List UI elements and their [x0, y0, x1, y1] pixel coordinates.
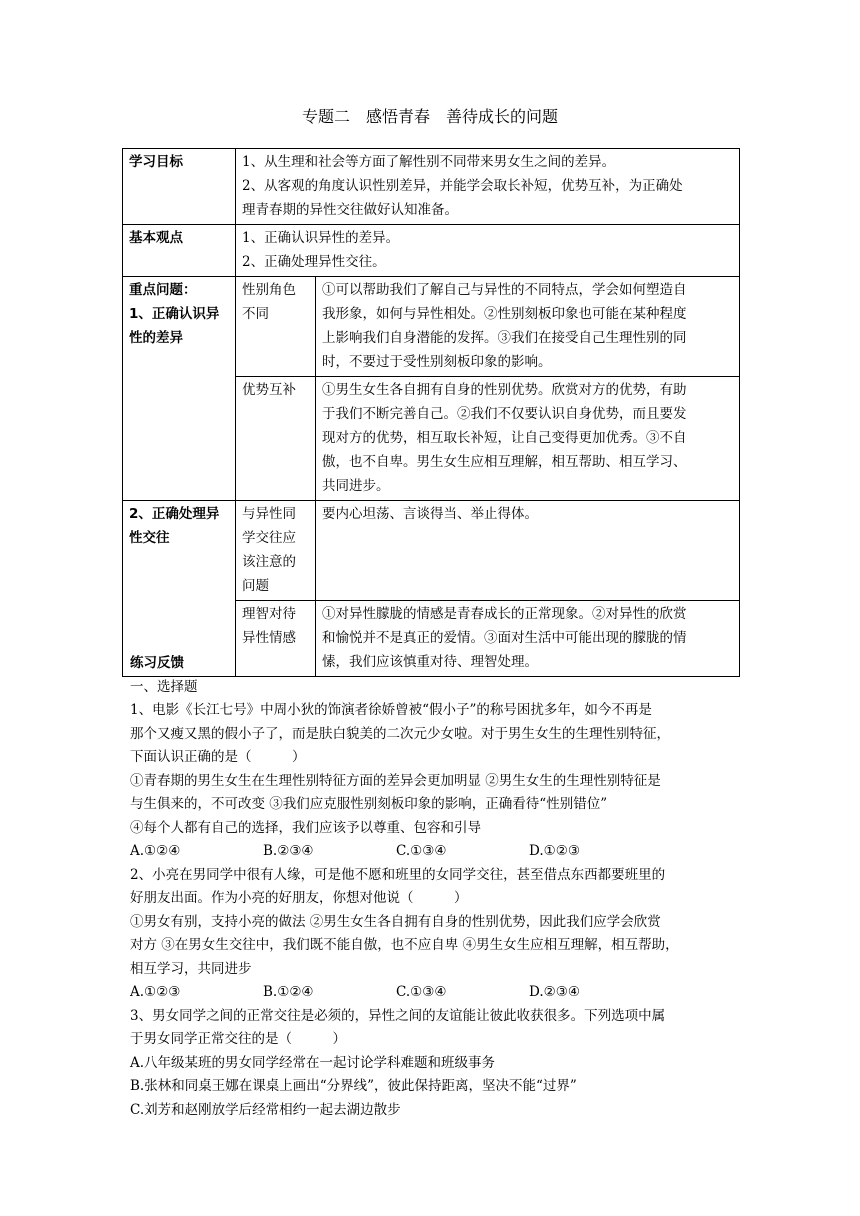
- option-c: C.①③④: [396, 984, 447, 1000]
- gender-role-text: [316, 277, 740, 377]
- complement-line: 于我们不断完善自己。②我们不仅要认识自身优势，而且要发: [322, 406, 687, 422]
- question-1-line: ①青春期的男生女生在生理性别特征方面的差异会更加明显 ②男生女生的生理性别特征是: [130, 772, 661, 789]
- gender-role-line: 时，不要过于受性别刻板印象的影响。: [322, 354, 552, 370]
- question-2-line: 相互学习，共同进步: [130, 960, 252, 977]
- goals-label: 学习目标: [123, 149, 236, 225]
- question-2-line: ①男女有别，支持小亮的做法 ②男生女生各自拥有自身的性别优势，因此我们应学会欣赏: [130, 913, 661, 930]
- question-3-option: C.刘芳和赵刚放学后经常相约一起去湖边散步: [130, 1101, 401, 1118]
- gender-role-line: ①可以帮助我们了解自己与异性的不同特点，学会如何塑造自: [322, 282, 687, 298]
- key-issue-label: [123, 277, 236, 501]
- handle-interaction-label: [123, 501, 236, 677]
- goals-line: 1、从生理和社会等方面了解性别不同带来男女生之间的差异。: [242, 154, 616, 170]
- attention-label-line: 学交往应: [242, 530, 296, 546]
- question-2-line: 对方 ③在男女生交往中，我们既不能自傲，也不应自卑 ④男生女生应相互理解，相互帮助，: [130, 937, 679, 953]
- key-issue-label-line: 1、正确认识异: [129, 306, 220, 322]
- gender-role-label: [236, 277, 316, 377]
- question-2-line: 好朋友出面。作为小亮的好朋友，你想对他说（ ）: [130, 890, 468, 906]
- gender-role-label-line: 不同: [242, 306, 269, 322]
- rational-line: ①对异性朦胧的情感是青春成长的正常现象。②对异性的欣赏: [322, 606, 687, 622]
- views-label: 基本观点: [123, 225, 236, 277]
- goals-line: 2、从客观的角度认识性别差异，并能学会取长补短，优势互补，为正确处: [242, 178, 683, 194]
- attention-label-line: 问题: [242, 578, 269, 594]
- rational-line: 和愉悦并不是真正的爱情。③面对生活中可能出现的朦胧的情: [322, 630, 687, 646]
- question-1-options: [130, 840, 742, 864]
- rational-line: 愫，我们应该慎重对待、理智处理。: [322, 654, 538, 670]
- goals-row: [123, 149, 740, 225]
- summary-table: [122, 148, 740, 677]
- attention-text: 要内心坦荡、言谈得当、举止得体。: [316, 501, 740, 601]
- attention-label-line: 该注意的: [242, 554, 296, 570]
- complement-text: [316, 377, 740, 501]
- question-2-line: 2、小亮在男同学中很有人缘，可是他不愿和班里的女同学交往，甚至借点东西都要班里的: [130, 866, 666, 883]
- option-c: C.①③④: [396, 843, 447, 859]
- complement-line: 傲，也不自卑。男生女生应相互理解，相互帮助、相互学习、: [322, 454, 687, 470]
- question-3-line: 3、男女同学之间的正常交往是必须的，异性之间的友谊能让彼此收获很多。下列选项中属: [130, 1007, 666, 1024]
- goals-cell: [236, 149, 740, 225]
- option-b: B.①②④: [263, 984, 314, 1000]
- option-b: B.②③④: [263, 843, 314, 859]
- key-issue-label-line: 重点问题：: [129, 282, 197, 298]
- handle-label-line: 2、正确处理异: [129, 506, 220, 522]
- gender-role-line: 上影响我们自身潜能的发挥。③我们在接受自己生理性别的同: [322, 330, 687, 346]
- question-1-line: 下面认识正确的是（ ）: [130, 749, 306, 765]
- attention-row: [123, 501, 740, 601]
- question-1-line: ④每个人都有自己的选择，我们应该予以尊重、包容和引导: [130, 819, 481, 836]
- practice-section: [130, 652, 742, 1122]
- option-d: D.②③④: [529, 984, 580, 1000]
- question-3-option: A.八年级某班的男女同学经常在一起讨论学科难题和班级事务: [130, 1054, 496, 1071]
- complement-line: 共同进步。: [322, 478, 390, 494]
- rational-label-line: 理智对待: [242, 606, 296, 622]
- question-3-line: 于男女同学正常交往的是（ ）: [130, 1031, 346, 1047]
- question-1-line: 与生俱来的，不可改变 ③我们应克服性别刻板印象的影响，正确看待“性别错位”: [130, 796, 608, 812]
- gender-role-line: 我形象，如何与异性相处。②性别刻板印象也可能在某种程度: [322, 306, 687, 322]
- rational-label-line: 异性情感: [242, 630, 296, 646]
- views-cell: [236, 225, 740, 277]
- attention-label-line: 与异性同: [242, 506, 296, 522]
- option-a: A.①②④: [130, 843, 181, 859]
- gender-role-label-line: 性别角色: [242, 282, 296, 298]
- option-a: A.①②③: [130, 984, 181, 1000]
- document-title: 专题二 感悟青春 善待成长的问题: [301, 107, 558, 126]
- option-d: D.①②③: [529, 843, 580, 859]
- section-heading: 一、选择题: [130, 678, 198, 695]
- handle-label-line: 性交往: [129, 530, 170, 546]
- question-1-line: 那个又瘦又黑的假小子了，而是肤白貌美的二次元少女啦。对于男生女生的生理性别特征，: [130, 725, 670, 742]
- views-line: 1、正确认识异性的差异。: [242, 230, 400, 246]
- practice-heading: 练习反馈: [130, 655, 184, 671]
- question-2-options: [130, 981, 742, 1005]
- views-row: [123, 225, 740, 277]
- gender-role-row: [123, 277, 740, 377]
- question-3-option: B.张林和同桌王娜在课桌上画出“分界线”，彼此保持距离，坚决不能“过界”: [130, 1078, 577, 1094]
- goals-line: 理青春期的异性交往做好认知准备。: [242, 202, 458, 218]
- complement-line: ①男生女生各自拥有自身的性别优势。欣赏对方的优势，有助: [322, 382, 687, 398]
- views-line: 2、正确处理异性交往。: [242, 254, 386, 270]
- complement-line: 现对方的优势，相互取长补短，让自己变得更加优秀。③不自: [322, 430, 687, 446]
- complement-label: 优势互补: [236, 377, 316, 501]
- key-issue-label-line: 性的差异: [129, 330, 183, 346]
- attention-label: [236, 501, 316, 601]
- question-1-line: 1、电影《长江七号》中周小狄的饰演者徐娇曾被“假小子”的称号困扰多年，如今不再是: [130, 702, 652, 718]
